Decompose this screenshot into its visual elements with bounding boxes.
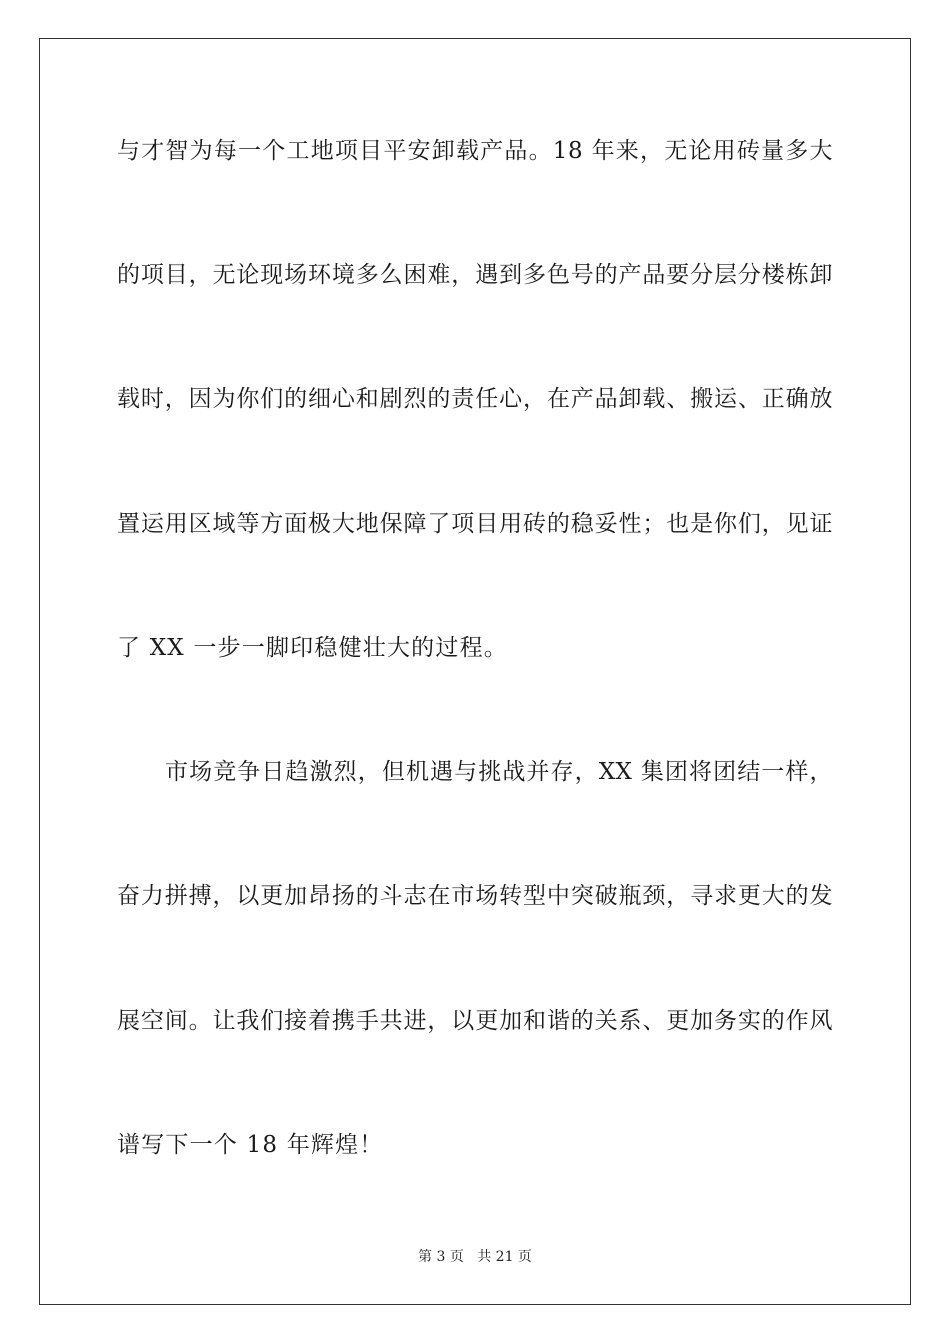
page-number: 第 3 页 — [418, 1249, 464, 1265]
paragraph-line-5: 了 XX 一步一脚印稳健壮大的过程。 — [117, 635, 508, 661]
page-border — [39, 38, 911, 1305]
paragraph-line-8: 展空间。让我们接着携手共进，以更加和谐的关系、更加务实的作风 — [117, 1008, 833, 1034]
paragraph-line-6: 市场竞争日趋激烈，但机遇与挑战并存，XX 集团将团结一样， — [165, 759, 833, 785]
paragraph-line-3: 载时，因为你们的细心和剧烈的责任心，在产品卸载、搬运、正确放 — [117, 386, 833, 412]
paragraph-line-2: 的项目，无论现场环境多么困难，遇到多色号的产品要分层分楼栋卸 — [117, 262, 833, 288]
paragraph-line-1: 与才智为每一个工地项目平安卸载产品。18 年来，无论用砖量多大 — [117, 138, 833, 164]
paragraph-line-4: 置运用区域等方面极大地保障了项目用砖的稳妥性；也是你们，见证 — [117, 511, 833, 537]
paragraph-line-7: 奋力拼搏，以更加昂扬的斗志在市场转型中突破瓶颈，寻求更大的发 — [117, 883, 833, 909]
page-total: 共 21 页 — [477, 1249, 532, 1265]
page-footer — [0, 1248, 950, 1266]
paragraph-line-9: 谱写下一个 18 年辉煌！ — [117, 1132, 384, 1158]
